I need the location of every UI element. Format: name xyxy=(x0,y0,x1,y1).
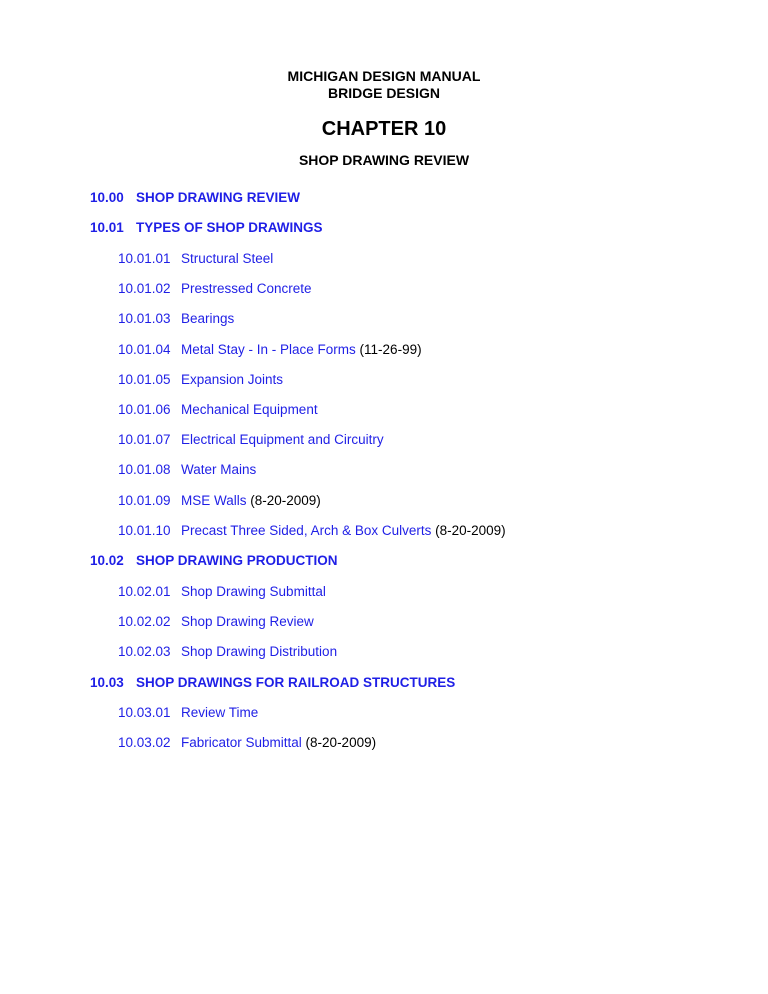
item-title: Electrical Equipment and Circuitry xyxy=(181,432,384,447)
toc-item-10-02-01[interactable] xyxy=(118,584,326,600)
toc-item-10-01-08[interactable] xyxy=(118,462,256,478)
toc-link[interactable] xyxy=(90,190,300,205)
section-title: SHOP DRAWINGS FOR RAILROAD STRUCTURES xyxy=(136,675,456,690)
section-number: 10.02 xyxy=(90,553,124,568)
toc-link[interactable] xyxy=(118,705,258,720)
item-title: Precast Three Sided, Arch & Box Culverts xyxy=(181,523,432,538)
revision-date: (8-20-2009) xyxy=(246,493,321,508)
toc-link[interactable] xyxy=(118,432,384,447)
toc-item-10-01-04[interactable] xyxy=(118,342,422,358)
toc-link[interactable] xyxy=(90,675,455,690)
toc-item-10-01-02[interactable] xyxy=(118,281,312,297)
item-number: 10.01.01 xyxy=(118,251,171,266)
item-number: 10.01.05 xyxy=(118,372,171,387)
toc-item-10-03-02[interactable] xyxy=(118,735,376,751)
item-number: 10.01.03 xyxy=(118,311,171,326)
toc-item-10-01-07[interactable] xyxy=(118,432,384,448)
toc-link[interactable] xyxy=(118,493,247,508)
section-number: 10.03 xyxy=(90,675,124,690)
item-title: Fabricator Submittal xyxy=(181,735,302,750)
toc-link[interactable] xyxy=(90,553,338,568)
toc-section-10-02[interactable] xyxy=(90,553,338,569)
item-title: Mechanical Equipment xyxy=(181,402,318,417)
item-title: Shop Drawing Review xyxy=(181,614,314,629)
toc-item-10-01-01[interactable] xyxy=(118,251,273,267)
toc-link[interactable] xyxy=(118,342,356,357)
item-number: 10.01.08 xyxy=(118,462,171,477)
section-title: SHOP DRAWING PRODUCTION xyxy=(136,553,338,568)
toc-link[interactable] xyxy=(118,372,283,387)
toc-link[interactable] xyxy=(118,614,314,629)
toc-link[interactable] xyxy=(118,644,337,659)
toc-item-10-01-09[interactable] xyxy=(118,493,321,509)
chapter-title: CHAPTER 10 xyxy=(321,118,447,140)
item-number: 10.02.01 xyxy=(118,584,171,599)
toc-link[interactable] xyxy=(118,523,431,538)
section-number: 10.01 xyxy=(90,220,124,235)
toc-section-10-01[interactable] xyxy=(90,220,323,236)
item-number: 10.03.02 xyxy=(118,735,171,750)
toc-link[interactable] xyxy=(118,251,273,266)
toc-link[interactable] xyxy=(90,220,323,235)
item-title: Structural Steel xyxy=(181,251,274,266)
item-number: 10.01.02 xyxy=(118,281,171,296)
item-number: 10.01.06 xyxy=(118,402,171,417)
item-number: 10.03.01 xyxy=(118,705,171,720)
toc-item-10-01-06[interactable] xyxy=(118,402,318,418)
item-number: 10.01.04 xyxy=(118,342,171,357)
item-title: Expansion Joints xyxy=(181,372,284,387)
toc-section-10-00[interactable] xyxy=(90,190,300,206)
toc-item-10-01-03[interactable] xyxy=(118,311,234,327)
toc-link[interactable] xyxy=(118,402,318,417)
item-number: 10.02.02 xyxy=(118,614,171,629)
revision-date: (8-20-2009) xyxy=(301,735,377,750)
revision-date: (8-20-2009) xyxy=(431,523,506,538)
toc-link[interactable] xyxy=(118,311,234,326)
section-title: SHOP DRAWING REVIEW xyxy=(136,190,301,205)
item-number: 10.01.07 xyxy=(118,432,171,447)
manual-title: MICHIGAN DESIGN MANUAL xyxy=(287,68,481,84)
toc-item-10-01-10[interactable] xyxy=(118,523,506,539)
toc-item-10-02-02[interactable] xyxy=(118,614,314,630)
item-title: Bearings xyxy=(181,311,235,326)
item-title: MSE Walls xyxy=(181,493,247,508)
section-title: TYPES OF SHOP DRAWINGS xyxy=(136,220,323,235)
item-title: Water Mains xyxy=(181,462,257,477)
item-title: Metal Stay - In - Place Forms xyxy=(181,342,356,357)
revision-date: (11-26-99) xyxy=(355,342,422,357)
item-title: Prestressed Concrete xyxy=(181,281,312,296)
item-title: Shop Drawing Submittal xyxy=(181,584,326,599)
toc-item-10-03-01[interactable] xyxy=(118,705,258,721)
item-title: Shop Drawing Distribution xyxy=(181,644,338,659)
toc-link[interactable] xyxy=(118,735,302,750)
item-number: 10.01.10 xyxy=(118,523,171,538)
toc-item-10-02-03[interactable] xyxy=(118,644,337,660)
section-number: 10.00 xyxy=(90,190,124,205)
division-title: BRIDGE DESIGN xyxy=(327,85,440,101)
item-number: 10.01.09 xyxy=(118,493,171,508)
toc-item-10-01-05[interactable] xyxy=(118,372,283,388)
chapter-subtitle: SHOP DRAWING REVIEW xyxy=(298,152,470,168)
toc-section-10-03[interactable] xyxy=(90,675,455,691)
item-title: Review Time xyxy=(181,705,259,720)
toc-link[interactable] xyxy=(118,584,326,599)
item-number: 10.02.03 xyxy=(118,644,171,659)
toc-link[interactable] xyxy=(118,462,256,477)
toc-link[interactable] xyxy=(118,281,312,296)
